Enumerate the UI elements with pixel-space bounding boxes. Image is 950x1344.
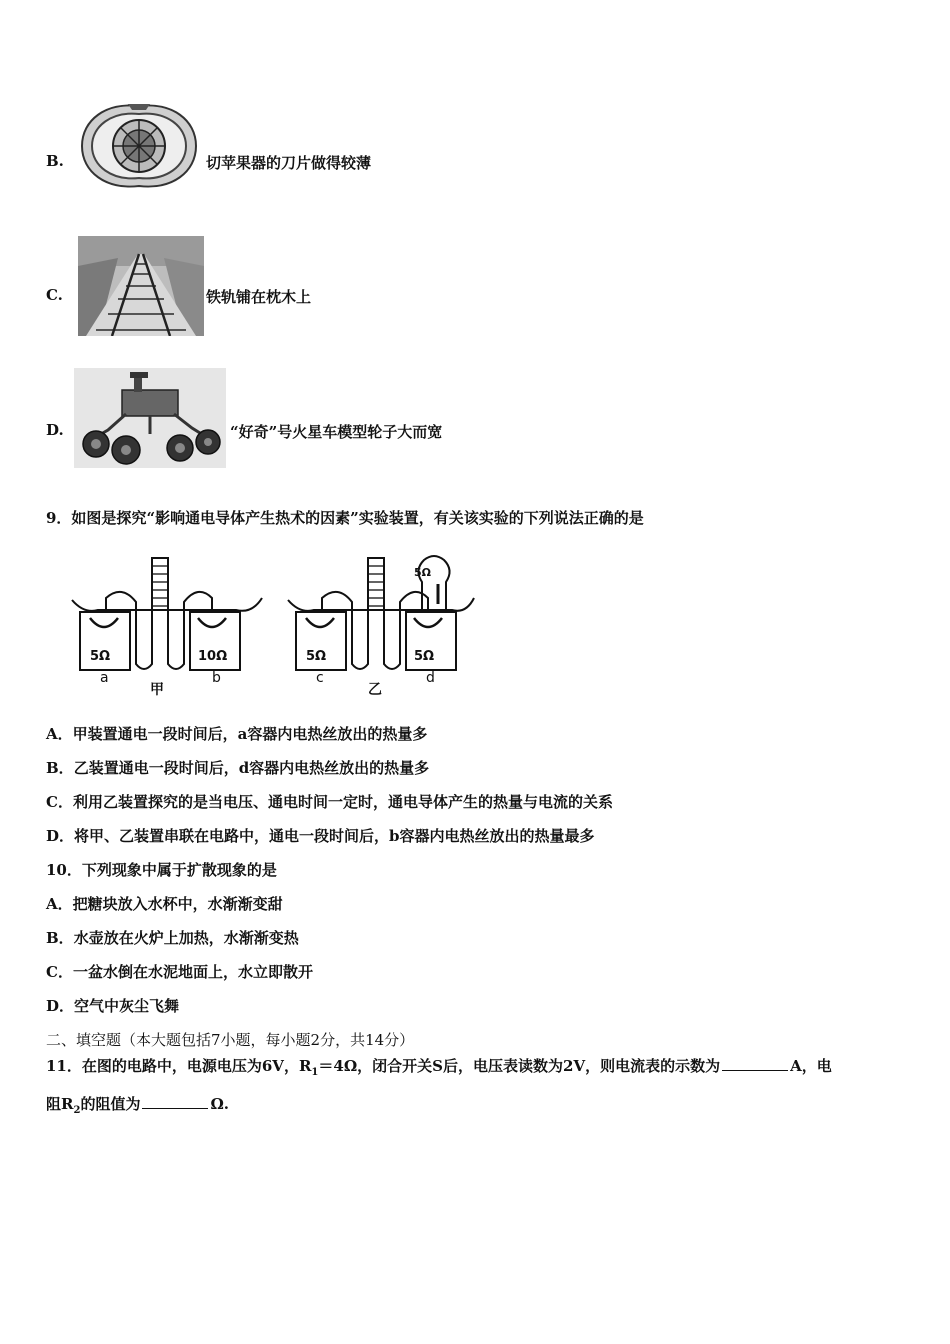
q11-line2-part-c: Ω. [210,1095,230,1113]
q10-option-d-text: 空气中灰尘飞舞 [74,997,180,1015]
q11-current-blank[interactable] [722,1056,788,1071]
resistor-c-label: 5Ω [306,649,327,664]
q10-option-d[interactable] [46,995,179,1016]
q10-option-b-letter: B． [46,929,74,947]
container-a-label: a [100,670,109,686]
q9-option-c[interactable] [46,791,613,812]
container-b-label: b [212,670,221,686]
q10-option-c-text: 一盆水倒在水泥地面上，水立即散开 [72,963,313,981]
q8-option-d-text: “好奇”号火星车模型轮子大而宽 [230,423,443,441]
container-c-label: c [316,670,324,686]
q9-option-b[interactable] [46,757,429,778]
q9-stem: 9．如图是探究“影响通电导体产生热术的因素”实验装置，有关该实验的下列说法正确的是 [46,509,644,527]
resistor-d-label: 5Ω [414,649,435,664]
q10-option-a-letter: A． [46,895,73,913]
resistor-a-label: 5Ω [90,649,111,664]
q11-line2 [46,1093,229,1116]
q11-line2-part-b: 的阻值为 [80,1095,141,1113]
q9-option-c-letter: C． [46,793,73,811]
q9-option-d-letter: D． [46,827,75,845]
q10-option-b-text: 水壶放在火炉上加热，水渐渐变热 [73,929,299,947]
q10-option-c-letter: C． [46,963,73,981]
q11-r1-subscript: 1 [311,1067,319,1078]
q11-resistance-blank[interactable] [142,1094,208,1109]
q11-line1-part-b: ＝4Ω，闭合开关S后，电压表读数为2V，则电流表的示数为 [318,1057,721,1075]
q11-line2-part-a: 阻R [46,1095,74,1113]
container-d-label: d [426,670,435,686]
q9-option-a-text: 甲装置通电一段时间后，a容器内电热丝放出的热量多 [72,725,428,743]
q8-option-c-text: 铁轨铺在枕木上 [206,288,312,306]
q9-option-b-text: 乙装置通电一段时间后，d容器内电热丝放出的热量多 [73,759,430,777]
q9-option-a-letter: A． [46,725,73,743]
q9-option-d-text: 将甲、乙装置串联在电路中，通电一段时间后，b容器内电热丝放出的热量最多 [74,827,595,845]
mars-rover-icon [74,368,226,468]
railway-track-icon [78,236,204,336]
q9-option-c-text: 利用乙装置探究的是当电压、通电时间一定时，通电导体产生的热量与电流的关系 [72,793,613,811]
q11-line1-part-a: 11．在图的电路中，电源电压为6V，R [46,1057,312,1075]
q10-option-c[interactable] [46,961,313,982]
q9-figure [66,542,476,700]
q10-option-d-letter: D． [46,997,75,1015]
q9-option-d[interactable] [46,825,595,846]
resistor-extra-label: 5Ω [414,566,432,579]
q11-line1-part-c: A，电 [790,1057,832,1075]
q10-option-b[interactable] [46,927,299,948]
q9-option-a[interactable] [46,723,427,744]
q8-option-d-letter: D. [46,421,64,439]
q10-option-a[interactable] [46,893,283,914]
q10-stem: 10．下列现象中属于扩散现象的是 [46,861,277,879]
q8-option-c-letter: C. [46,286,63,304]
q10-option-a-text: 把糖块放入水杯中，水渐渐变甜 [72,895,283,913]
q11-line1 [46,1055,832,1078]
q8-option-b-text: 切苹果器的刀片做得较薄 [206,154,372,172]
apple-cutter-icon [76,100,202,192]
apparatus-jia-caption: 甲 [150,682,164,698]
q9-option-b-letter: B． [46,759,74,777]
resistor-b-label: 10Ω [198,649,228,664]
q8-option-b-letter: B. [46,152,64,170]
q11-r2-subscript: 2 [73,1105,81,1116]
section2-heading: 二、填空题（本大题包括7小题，每小题2分，共14分） [46,1031,415,1049]
apparatus-yi-caption: 乙 [368,682,382,698]
